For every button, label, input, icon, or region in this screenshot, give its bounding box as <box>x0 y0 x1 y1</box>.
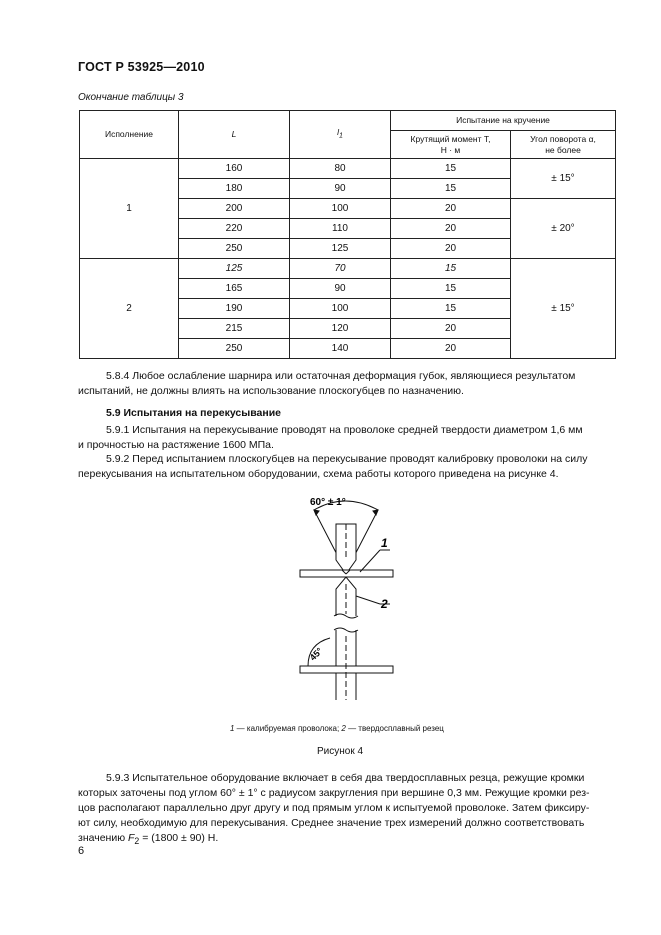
cell-angle: ± 15° <box>511 159 616 199</box>
break-line-bottom <box>334 628 358 632</box>
cell-T: 20 <box>391 339 511 359</box>
cell-l1: 140 <box>290 339 391 359</box>
figure-legend <box>230 724 444 733</box>
upper-cutter <box>336 524 356 574</box>
cell-T: 20 <box>391 199 511 219</box>
p593-line2: которых заточены под углом 60° ± 1° с радиусом закругления при вершине 0,3 мм. Режущие кромки рез- <box>78 787 590 799</box>
cell-l1: 70 <box>290 259 391 279</box>
p592-line1: 5.9.2 Перед испытанием плоскогубцев на перекусывание проводят калибровку проволоки на силу <box>106 453 588 465</box>
cell-T: 20 <box>391 219 511 239</box>
angle-line2: не более <box>545 144 581 155</box>
l1-sub: 1 <box>338 131 343 140</box>
paragraph-5-9-3 <box>78 771 615 849</box>
arrow-right-icon <box>373 510 378 515</box>
cell-l1: 90 <box>290 179 391 199</box>
cell-T: 20 <box>391 239 511 259</box>
cell-T: 15 <box>391 159 511 179</box>
document-header: ГОСТ Р 53925—2010 <box>78 60 205 74</box>
paragraph-5-8-4 <box>78 369 615 399</box>
cell-angle: ± 20° <box>511 199 616 259</box>
figure-4-diagram <box>290 488 405 703</box>
section-5-9-heading: 5.9 Испытания на перекусывание <box>106 407 281 419</box>
page-number: 6 <box>78 845 85 857</box>
cell-L: 160 <box>179 159 290 179</box>
p591-line2: и прочностью на растяжение 1600 МПа. <box>78 439 274 451</box>
p593-l5-sub: 2 <box>134 836 140 847</box>
p591-line1: 5.9.1 Испытания на перекусывание проводят на проволоке средней твердости диаметром 1,6 мм <box>106 424 583 436</box>
figure-angle45-label: 45° <box>307 645 325 663</box>
cell-angle: ± 15° <box>511 259 616 359</box>
col-header-execution: Исполнение <box>80 111 179 159</box>
table-caption: Окончание таблицы 3 <box>78 92 184 103</box>
legend-2-text: — твердосплавный резец <box>345 724 444 733</box>
table-row <box>80 159 616 179</box>
cell-L: 250 <box>179 339 290 359</box>
figure-title: Рисунок 4 <box>317 746 364 757</box>
cell-T: 15 <box>391 179 511 199</box>
col-header-torque <box>391 131 511 159</box>
cell-L: 200 <box>179 199 290 219</box>
cell-L: 215 <box>179 319 290 339</box>
cell-L: 190 <box>179 299 290 319</box>
cell-execution: 2 <box>80 259 179 359</box>
cell-L: 125 <box>179 259 290 279</box>
cell-l1: 80 <box>290 159 391 179</box>
cell-T: 15 <box>391 259 511 279</box>
callout-1-leader <box>360 550 380 572</box>
cell-l1: 120 <box>290 319 391 339</box>
torque-line1: Крутящий момент T, <box>410 133 491 144</box>
angle-line1: Угол поворота α, <box>530 133 596 144</box>
cell-l1: 125 <box>290 239 391 259</box>
p584-line1: 5.8.4 Любое ослабление шарнира или остаточная деформация губок, являющиеся результатом <box>106 370 576 382</box>
cell-L: 180 <box>179 179 290 199</box>
legend-2-number: 2 <box>341 724 346 733</box>
col-header-torsion: Испытание на кручение <box>391 111 616 131</box>
cell-T: 15 <box>391 279 511 299</box>
cell-L: 220 <box>179 219 290 239</box>
cell-T: 20 <box>391 319 511 339</box>
p592-line2: перекусывания на испытательном оборудовании, схема работы которого приведена на рисунке 4. <box>78 468 559 480</box>
cell-l1: 100 <box>290 199 391 219</box>
table-3 <box>79 110 616 359</box>
l1-base: l <box>337 127 339 138</box>
cell-T: 15 <box>391 299 511 319</box>
p593-l5-F: F <box>128 832 135 844</box>
callout-2-leader <box>356 596 380 604</box>
figure-angle-label: 60° ± 1° <box>310 497 346 508</box>
p593-line4: ют силу, необходимую для перекусывания. Среднее значение трех измерений должно соответствовать <box>78 817 585 829</box>
p593-line1: 5.9.3 Испытательное оборудование включает в себя два твердосплавных резца, режущие кромки <box>106 772 585 784</box>
col-header-l1 <box>290 111 391 159</box>
cell-L: 165 <box>179 279 290 299</box>
p584-line2: испытаний, не должны влиять на использование плоскогубцев по назначению. <box>78 385 464 397</box>
paragraph-5-9-2 <box>78 452 615 482</box>
cell-l1: 100 <box>290 299 391 319</box>
p593-l5-pre: значению <box>78 832 128 844</box>
legend-1-text: — калибруемая проволока; <box>234 724 342 733</box>
table-row <box>80 259 616 279</box>
cell-l1: 110 <box>290 219 391 239</box>
arrow-left-icon <box>314 510 319 515</box>
cell-execution: 1 <box>80 159 179 259</box>
col-header-L: L <box>179 111 290 159</box>
p593-line5 <box>78 831 615 849</box>
p593-line3: цов располагают параллельно друг другу и под прямым углом к испытуемой проволоке. Затем фиксиру- <box>78 802 590 814</box>
callout-1-label: 1 <box>381 536 388 550</box>
callout-2-label: 2 <box>381 597 388 611</box>
p593-l5-post: = (1800 ± 90) Н. <box>139 832 219 844</box>
legend-1-number: 1 <box>230 724 235 733</box>
cell-L: 250 <box>179 239 290 259</box>
cell-l1: 90 <box>290 279 391 299</box>
col-header-angle <box>511 131 616 159</box>
torque-line2: Н · м <box>440 144 461 155</box>
paragraph-5-9-1 <box>78 423 615 453</box>
